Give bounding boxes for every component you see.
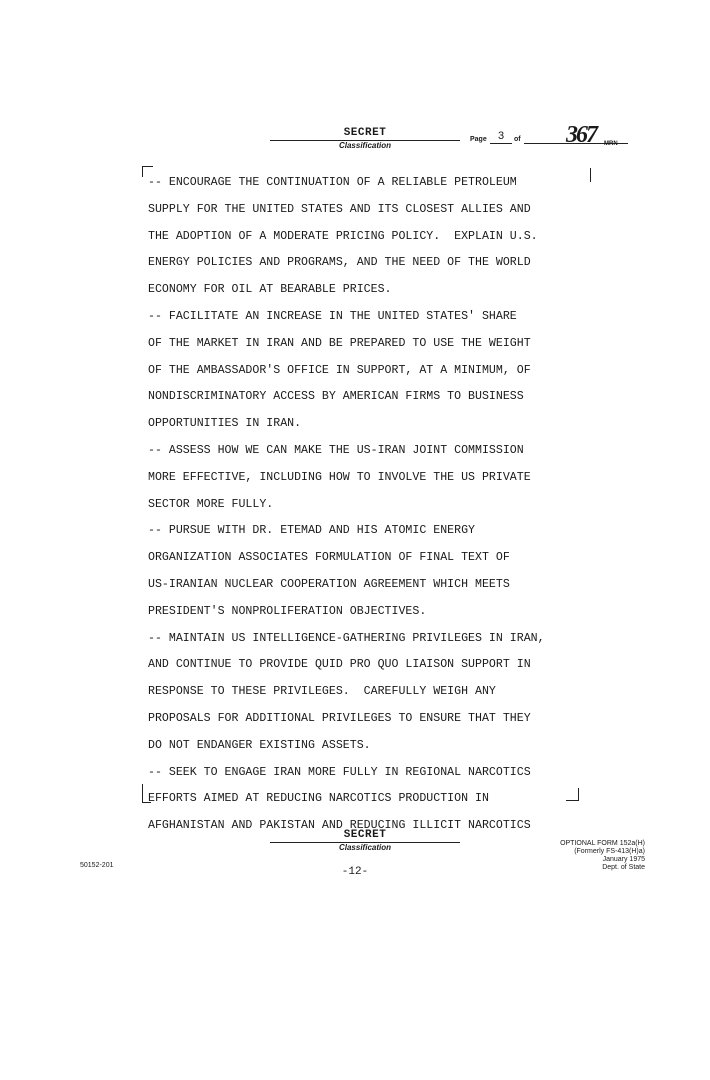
body-line: RESPONSE TO THESE PRIVILEGES. CAREFULLY WEIGH ANY bbox=[148, 685, 496, 699]
document-code: 50152-201 bbox=[80, 862, 114, 869]
form-line: January 1975 bbox=[602, 856, 645, 863]
body-line: PRESIDENT'S NONPROLIFERATION OBJECTIVES. bbox=[148, 604, 427, 618]
body-line: SUPPLY FOR THE UNITED STATES AND ITS CLOSEST ALLIES AND bbox=[148, 202, 531, 216]
page-reference bbox=[470, 122, 628, 148]
body-line: -- ENCOURAGE THE CONTINUATION OF A RELIABLE PETROLEUM bbox=[148, 176, 517, 189]
body-line: -- ASSESS HOW WE CAN MAKE THE US-IRAN JOINT COMMISSION bbox=[148, 443, 524, 457]
header-classification bbox=[270, 127, 460, 151]
body-line: -- PURSUE WITH DR. ETEMAD AND HIS ATOMIC ENERGY bbox=[148, 524, 475, 538]
body-line: THE ADOPTION OF A MODERATE PRICING POLICY. EXPLAIN U.S. bbox=[148, 229, 538, 243]
body-line: SECTOR MORE FULLY. bbox=[148, 497, 274, 511]
body-line: AFGHANISTAN AND PAKISTAN AND REDUCING ILLICIT NARCOTICS bbox=[148, 819, 531, 833]
header-classification-word: SECRET bbox=[343, 127, 387, 139]
header-classification-label: Classification bbox=[338, 141, 391, 150]
footer-classification-word: SECRET bbox=[343, 829, 387, 841]
body-line: OF THE MARKET IN IRAN AND BE PREPARED TO USE THE WEIGHT bbox=[148, 336, 531, 350]
body-line: PROPOSALS FOR ADDITIONAL PRIVILEGES TO ENSURE THAT THEY bbox=[148, 711, 531, 725]
mark: MRN bbox=[604, 141, 618, 147]
total-pages: 367 bbox=[566, 122, 596, 148]
form-note bbox=[500, 840, 645, 872]
form-line: (Formerly FS-413(H)a) bbox=[574, 848, 645, 855]
footer-classification-label: Classification bbox=[338, 843, 391, 852]
body-line: -- SEEK TO ENGAGE IRAN MORE FULLY IN REGIONAL NARCOTICS bbox=[148, 765, 531, 779]
body-line: DO NOT ENDANGER EXISTING ASSETS. bbox=[148, 738, 371, 752]
of-label: of bbox=[514, 136, 521, 143]
form-line: Dept. of State bbox=[602, 864, 645, 871]
body-line: AND CONTINUE TO PROVIDE QUID PRO QUO LIAISON SUPPORT IN bbox=[148, 658, 531, 672]
body-line: NONDISCRIMINATORY ACCESS BY AMERICAN FIRMS TO BUSINESS bbox=[148, 390, 524, 404]
body-line: EFFORTS AIMED AT REDUCING NARCOTICS PRODUCTION IN bbox=[148, 792, 489, 806]
body-line: ORGANIZATION ASSOCIATES FORMULATION OF FINAL TEXT OF bbox=[148, 551, 510, 565]
body-line: US-IRANIAN NUCLEAR COOPERATION AGREEMENT WHICH MEETS bbox=[148, 577, 510, 591]
body-line: MORE EFFECTIVE, INCLUDING HOW TO INVOLVE THE US PRIVATE bbox=[148, 470, 531, 484]
body-line: OPPORTUNITIES IN IRAN. bbox=[148, 417, 302, 431]
body-line: -- MAINTAIN US INTELLIGENCE-GATHERING PRIVILEGES IN IRAN, bbox=[148, 631, 545, 645]
page-label: Page bbox=[470, 136, 487, 143]
page-number: 3 bbox=[498, 130, 505, 142]
body-line: -- FACILITATE AN INCREASE IN THE UNITED STATES' SHARE bbox=[148, 309, 517, 323]
body-text bbox=[148, 170, 598, 840]
body-line: ENERGY POLICIES AND PROGRAMS, AND THE NEED OF THE WORLD bbox=[148, 256, 531, 270]
body-line: OF THE AMBASSADOR'S OFFICE IN SUPPORT, AT A MINIMUM, OF bbox=[148, 363, 531, 377]
form-line: OPTIONAL FORM 152a(H) bbox=[560, 840, 645, 847]
page-number-rule bbox=[490, 143, 512, 144]
footer-classification bbox=[270, 829, 460, 853]
body-line: ECONOMY FOR OIL AT BEARABLE PRICES. bbox=[148, 283, 392, 297]
page-number-footer: -12- bbox=[341, 866, 369, 878]
